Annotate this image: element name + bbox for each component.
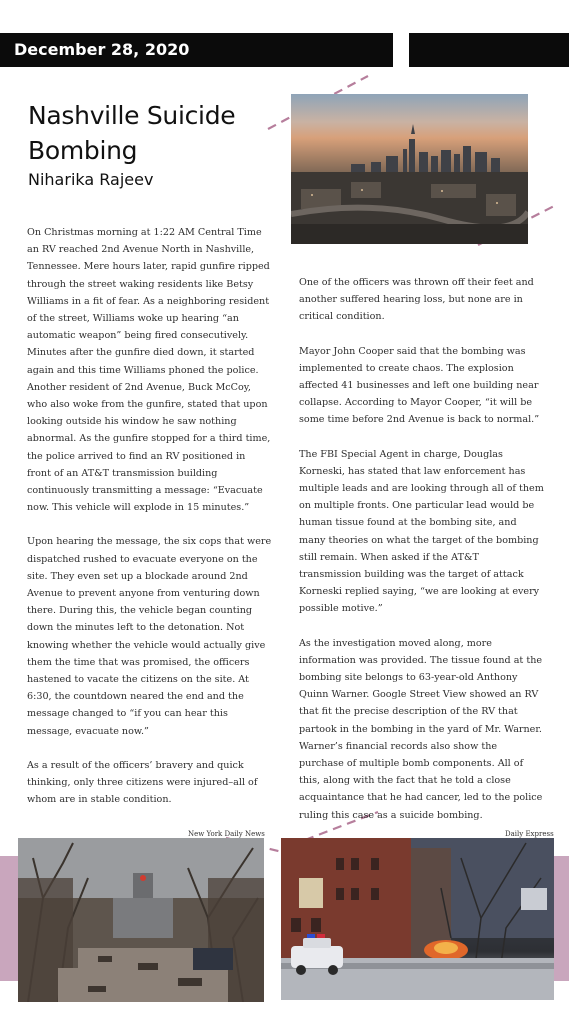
article-column-left [27, 224, 272, 826]
paragraph: Mayor John Cooper said that the bombing was implemented to create chaos. The explosion affected 41 businesses and left one building near collapse. According to Mayor Cooper, “it will be some time before 2nd Avenue is back to normal.” [299, 345, 540, 426]
paragraph: The FBI Special Agent in charge, Douglas Korneski, has stated that law enforcement has multiple leads and are looking through all of them on multiple fronts. One particular lead would be human tissue found at the bombing site, and many theories on what the target of the bombing still remain. When asked if the AT&T transmission building was the target of attack Korneski replied saying, “we are looking at every possible motive.” [299, 448, 544, 615]
paragraph: As the investigation moved along, more information was provided. The tissue found at the bombing site belongs to 63-year-old Anthony Quinn Warner. Google Street View showed an RV that fit the precise description of the RV that partook in the bombing in the yard of Mr. Warner. Warner’s financial records also show the purchase of multiple bomb components. All of this, along with the fact that he told a close acquaintance that he had cancer, led to the police ruling this case as a suicide bombing. [299, 637, 543, 821]
paragraph: On Christmas morning at 1:22 AM Central Time an RV reached 2nd Avenue North in Nashville, Tennessee. Mere hours later, rapid gunfire ripped through the street waking residents like Betsy Williams in a fit of fear. As a neighboring resident of the street, Williams woke up hearing “an automatic weapon” being fired consecutively. Minutes after the gunfire died down, it started again and this time Williams phoned the police. Another resident of 2nd Avenue, Buck McCoy, who also woke from the gunfire, stated that upon looking outside his window he saw nothing abnormal. As the gunfire stopped for a third time, the police arrived to find an RV positioned in front of an AT&T transmission building continuously transmitting a message: “Evacuate now. This vehicle will explode in 15 minutes.” [27, 227, 271, 514]
accent-band-right [554, 856, 569, 981]
paragraph: One of the officers was thrown off their feet and another suffered hearing loss, but none are in critical condition. [299, 277, 534, 323]
article-title: Nashville Suicide Bombing [28, 101, 236, 165]
paragraph: As a result of the officers’ bravery and quick thinking, only three citizens were injured–all of whom are in stable condition. [27, 759, 258, 806]
nashville-skyline-photo [291, 94, 528, 244]
article-column-right [299, 274, 544, 841]
accent-band-left [0, 856, 18, 981]
date-banner-extension [409, 33, 569, 67]
photo-credit-right: Daily Express [505, 830, 554, 838]
damaged-street-photo [18, 838, 264, 1002]
date-banner: December 28, 2020 [0, 33, 393, 67]
article-author: Niharika Rajeev [28, 170, 154, 189]
explosion-fire-photo [281, 838, 554, 1000]
paragraph: Upon hearing the message, the six cops that were dispatched rushed to evacuate everyone on the site. They even set up a blockade around 2nd Avenue to prevent anyone from venturing down there. During this, the vehicle began counting down the minutes left to the detonation. Not knowing whether the vehicle would actually give them the time that was promised, the officers hastened to vacate the citizens on the site. At 6:30, the countdown neared the end and the message changed to “if you can hear this message, evacuate now.” [27, 536, 272, 737]
photo-credit-left: New York Daily News [188, 830, 265, 838]
